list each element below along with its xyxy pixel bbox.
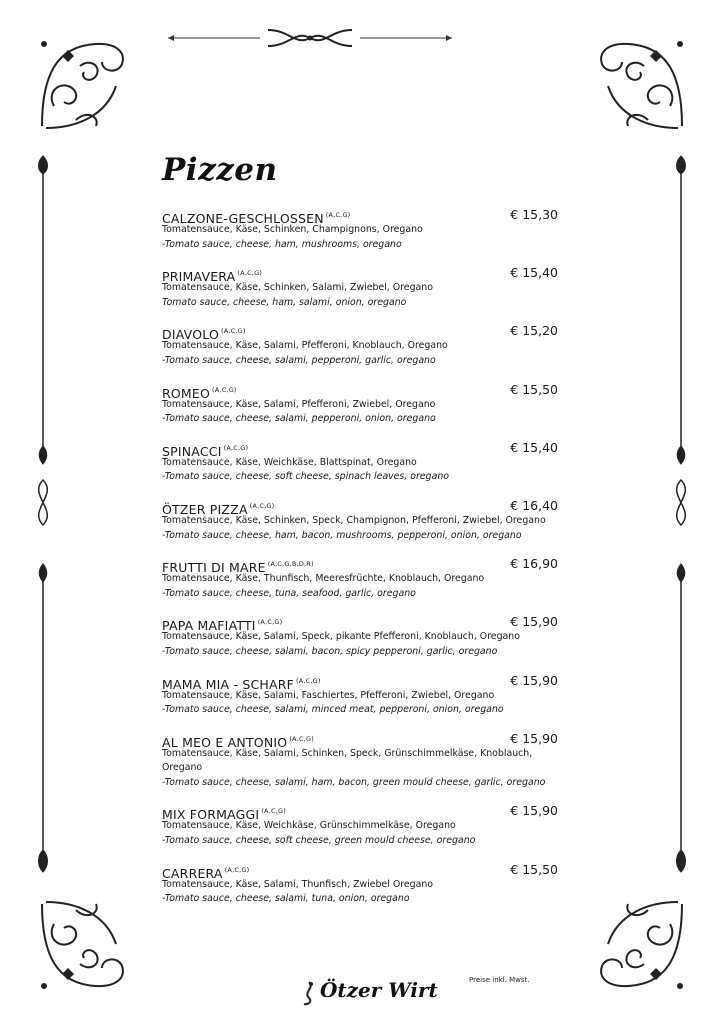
item-price: € 15,90 [510, 803, 558, 819]
item-description-en: -Tomato sauce, cheese, ham, bacon, mushrooms, pepperoni, onion, oregano [162, 529, 522, 541]
item-allergens: (A,C,G) [223, 443, 249, 452]
item-description-de: Tomatensauce, Käse, Salami, Pfefferoni, Zwiebel, Oregano [162, 398, 436, 410]
item-price: € 15,50 [510, 861, 558, 877]
corner-ornament-bottom-left [36, 898, 132, 994]
item-description-en: -Tomato sauce, cheese, tuna, seafood, garlic, oregano [162, 587, 416, 599]
menu-item [162, 382, 558, 427]
left-side-ornament [28, 150, 58, 880]
right-side-ornament [666, 150, 696, 880]
logo-mark-icon [300, 980, 318, 1006]
item-description-en: -Tomato sauce, cheese, salami, minced meat, pepperoni, onion, oregano [162, 704, 504, 716]
item-allergens: (A,C,G) [296, 676, 321, 685]
item-name: MAMA MIA - SCHARF $^{(A,C,G)}$ [162, 676, 321, 692]
item-price: € 15,40 [510, 265, 558, 281]
item-name: SPINACCI $^{(A,C,G)}$ [162, 443, 249, 459]
item-description-de: Tomatensauce, Käse, Schinken, Salami, Zwiebel, Oregano [162, 282, 433, 294]
item-price: € 15,90 [510, 730, 558, 746]
item-description-en: Tomato sauce, cheese, ham, salami, onion, oregano [162, 296, 407, 308]
restaurant-logo [300, 974, 438, 1010]
item-allergens: (A,C,G) [289, 734, 314, 743]
item-name: CALZONE-GESCHLOSSEN $^{(A,C,G)}$ [162, 211, 351, 226]
item-price: € 15,90 [510, 614, 558, 630]
item-description-en: -Tomato sauce, cheese, soft cheese, green mould cheese, oregano [162, 835, 476, 847]
item-name: PRIMAVERA $^{(A,C,G)}$ [162, 269, 263, 285]
item-description-en: -Tomato sauce, cheese, salami, ham, bacon, green mould cheese, garlic, oregano [162, 776, 546, 788]
item-name: DIAVOLO $^{(A,C,G)}$ [162, 327, 246, 343]
item-allergens: (A,C,G) [212, 385, 237, 394]
menu-item [162, 731, 558, 791]
item-allergens: (A,C,G) [257, 618, 283, 627]
item-price: € 15,90 [510, 672, 558, 688]
item-description-en: -Tomato sauce, cheese, soft cheese, spinach leaves, oregano [162, 471, 450, 483]
item-price: € 15,50 [510, 381, 558, 397]
menu-item [162, 803, 558, 848]
item-name: ROMEO $^{(A,C,G)}$ [162, 385, 237, 401]
pizza-menu-list [162, 207, 558, 920]
corner-ornament-top-left [36, 36, 132, 132]
top-flourish [160, 26, 460, 50]
item-name: MIX FORMAGGI $^{(A,C,G)}$ [162, 807, 286, 823]
item-allergens: (A,C,G) [249, 501, 275, 510]
item-allergens: (A,C,G) [224, 865, 250, 874]
menu-item [162, 207, 558, 252]
item-price: € 15,20 [510, 323, 558, 339]
item-description-en: -Tomato sauce, cheese, salami, pepperoni, onion, oregano [162, 413, 436, 425]
item-description-de: Tomatensauce, Käse, Salami, Pfefferoni, Knoblauch, Oregano [162, 340, 448, 352]
item-description-de: Tomatensauce, Käse, Salami, Speck, pikante Pfefferoni, Knoblauch, Oregano [162, 631, 520, 643]
item-description-en: -Tomato sauce, cheese, salami, bacon, spicy pepperoni, garlic, oregano [162, 645, 498, 657]
item-name: CARRERA $^{(A,C,G)}$ [162, 865, 250, 881]
menu-item [162, 862, 558, 907]
menu-item [162, 440, 558, 485]
item-price: € 15,40 [510, 439, 558, 455]
item-allergens: (A,C,G) [237, 269, 263, 278]
price-note: Preise inkl. Mwst. [469, 976, 530, 984]
menu-item [162, 498, 558, 543]
item-description-de: Tomatensauce, Käse, Salami, Thunfisch, Zwiebel Oregano [162, 878, 433, 890]
corner-ornament-top-right [592, 36, 688, 132]
menu-item [162, 323, 558, 368]
item-name: ÖTZER PIZZA $^{(A,C,G)}$ [162, 501, 275, 517]
item-allergens: (A,C,G,B,D,R) [267, 560, 314, 569]
item-name: FRUTTI DI MARE $^{(A,C,G,B,D,R)}$ [162, 560, 314, 576]
item-description-en: -Tomato sauce, cheese, salami, tuna, onion, oregano [162, 893, 410, 905]
logo-text: Ötzer Wirt [320, 978, 438, 1002]
item-description-en: -Tomato sauce, cheese, salami, pepperoni, garlic, oregano [162, 354, 436, 366]
item-price: € 16,40 [510, 497, 558, 513]
item-price: € 16,90 [510, 556, 558, 572]
item-description-de: Tomatensauce, Käse, Schinken, Speck, Champignon, Pfefferoni, Zwiebel, Oregano [162, 514, 546, 526]
item-description-de: Tomatensauce, Käse, Schinken, Champignons, Oregano [162, 224, 423, 235]
item-description-en: -Tomato sauce, cheese, ham, mushrooms, oregano [162, 238, 402, 250]
item-description-de: Tomatensauce, Käse, Weichkäse, Blattspinat, Oregano [162, 456, 417, 468]
item-allergens: (A,C,G) [325, 211, 351, 219]
item-price: € 15,30 [510, 207, 558, 222]
item-allergens: (A,C,G) [261, 807, 286, 816]
menu-item [162, 673, 558, 718]
corner-ornament-bottom-right [592, 898, 688, 994]
item-description-de: Tomatensauce, Käse, Salami, Faschiertes, Pfefferoni, Zwiebel, Oregano [162, 689, 495, 701]
item-description-de: Tomatensauce, Käse, Weichkäse, Grünschimmelkäse, Oregano [162, 820, 456, 832]
page-title: Pizzen [162, 152, 278, 188]
menu-item [162, 556, 558, 601]
item-description-de: Tomatensauce, Käse, Thunfisch, Meeresfrüchte, Knoblauch, Oregano [162, 573, 485, 585]
item-name: PAPA MAFIATTI $^{(A,C,G)}$ [162, 618, 283, 634]
item-name: AL MEO E ANTONIO $^{(A,C,G)}$ [162, 734, 314, 750]
item-description-de: Tomatensauce, Käse, Salami, Schinken, Speck, Grünschimmelkäse, Knoblauch, Oregano [162, 747, 533, 774]
item-allergens: (A,C,G) [221, 327, 246, 336]
menu-item [162, 265, 558, 310]
menu-item [162, 614, 558, 659]
